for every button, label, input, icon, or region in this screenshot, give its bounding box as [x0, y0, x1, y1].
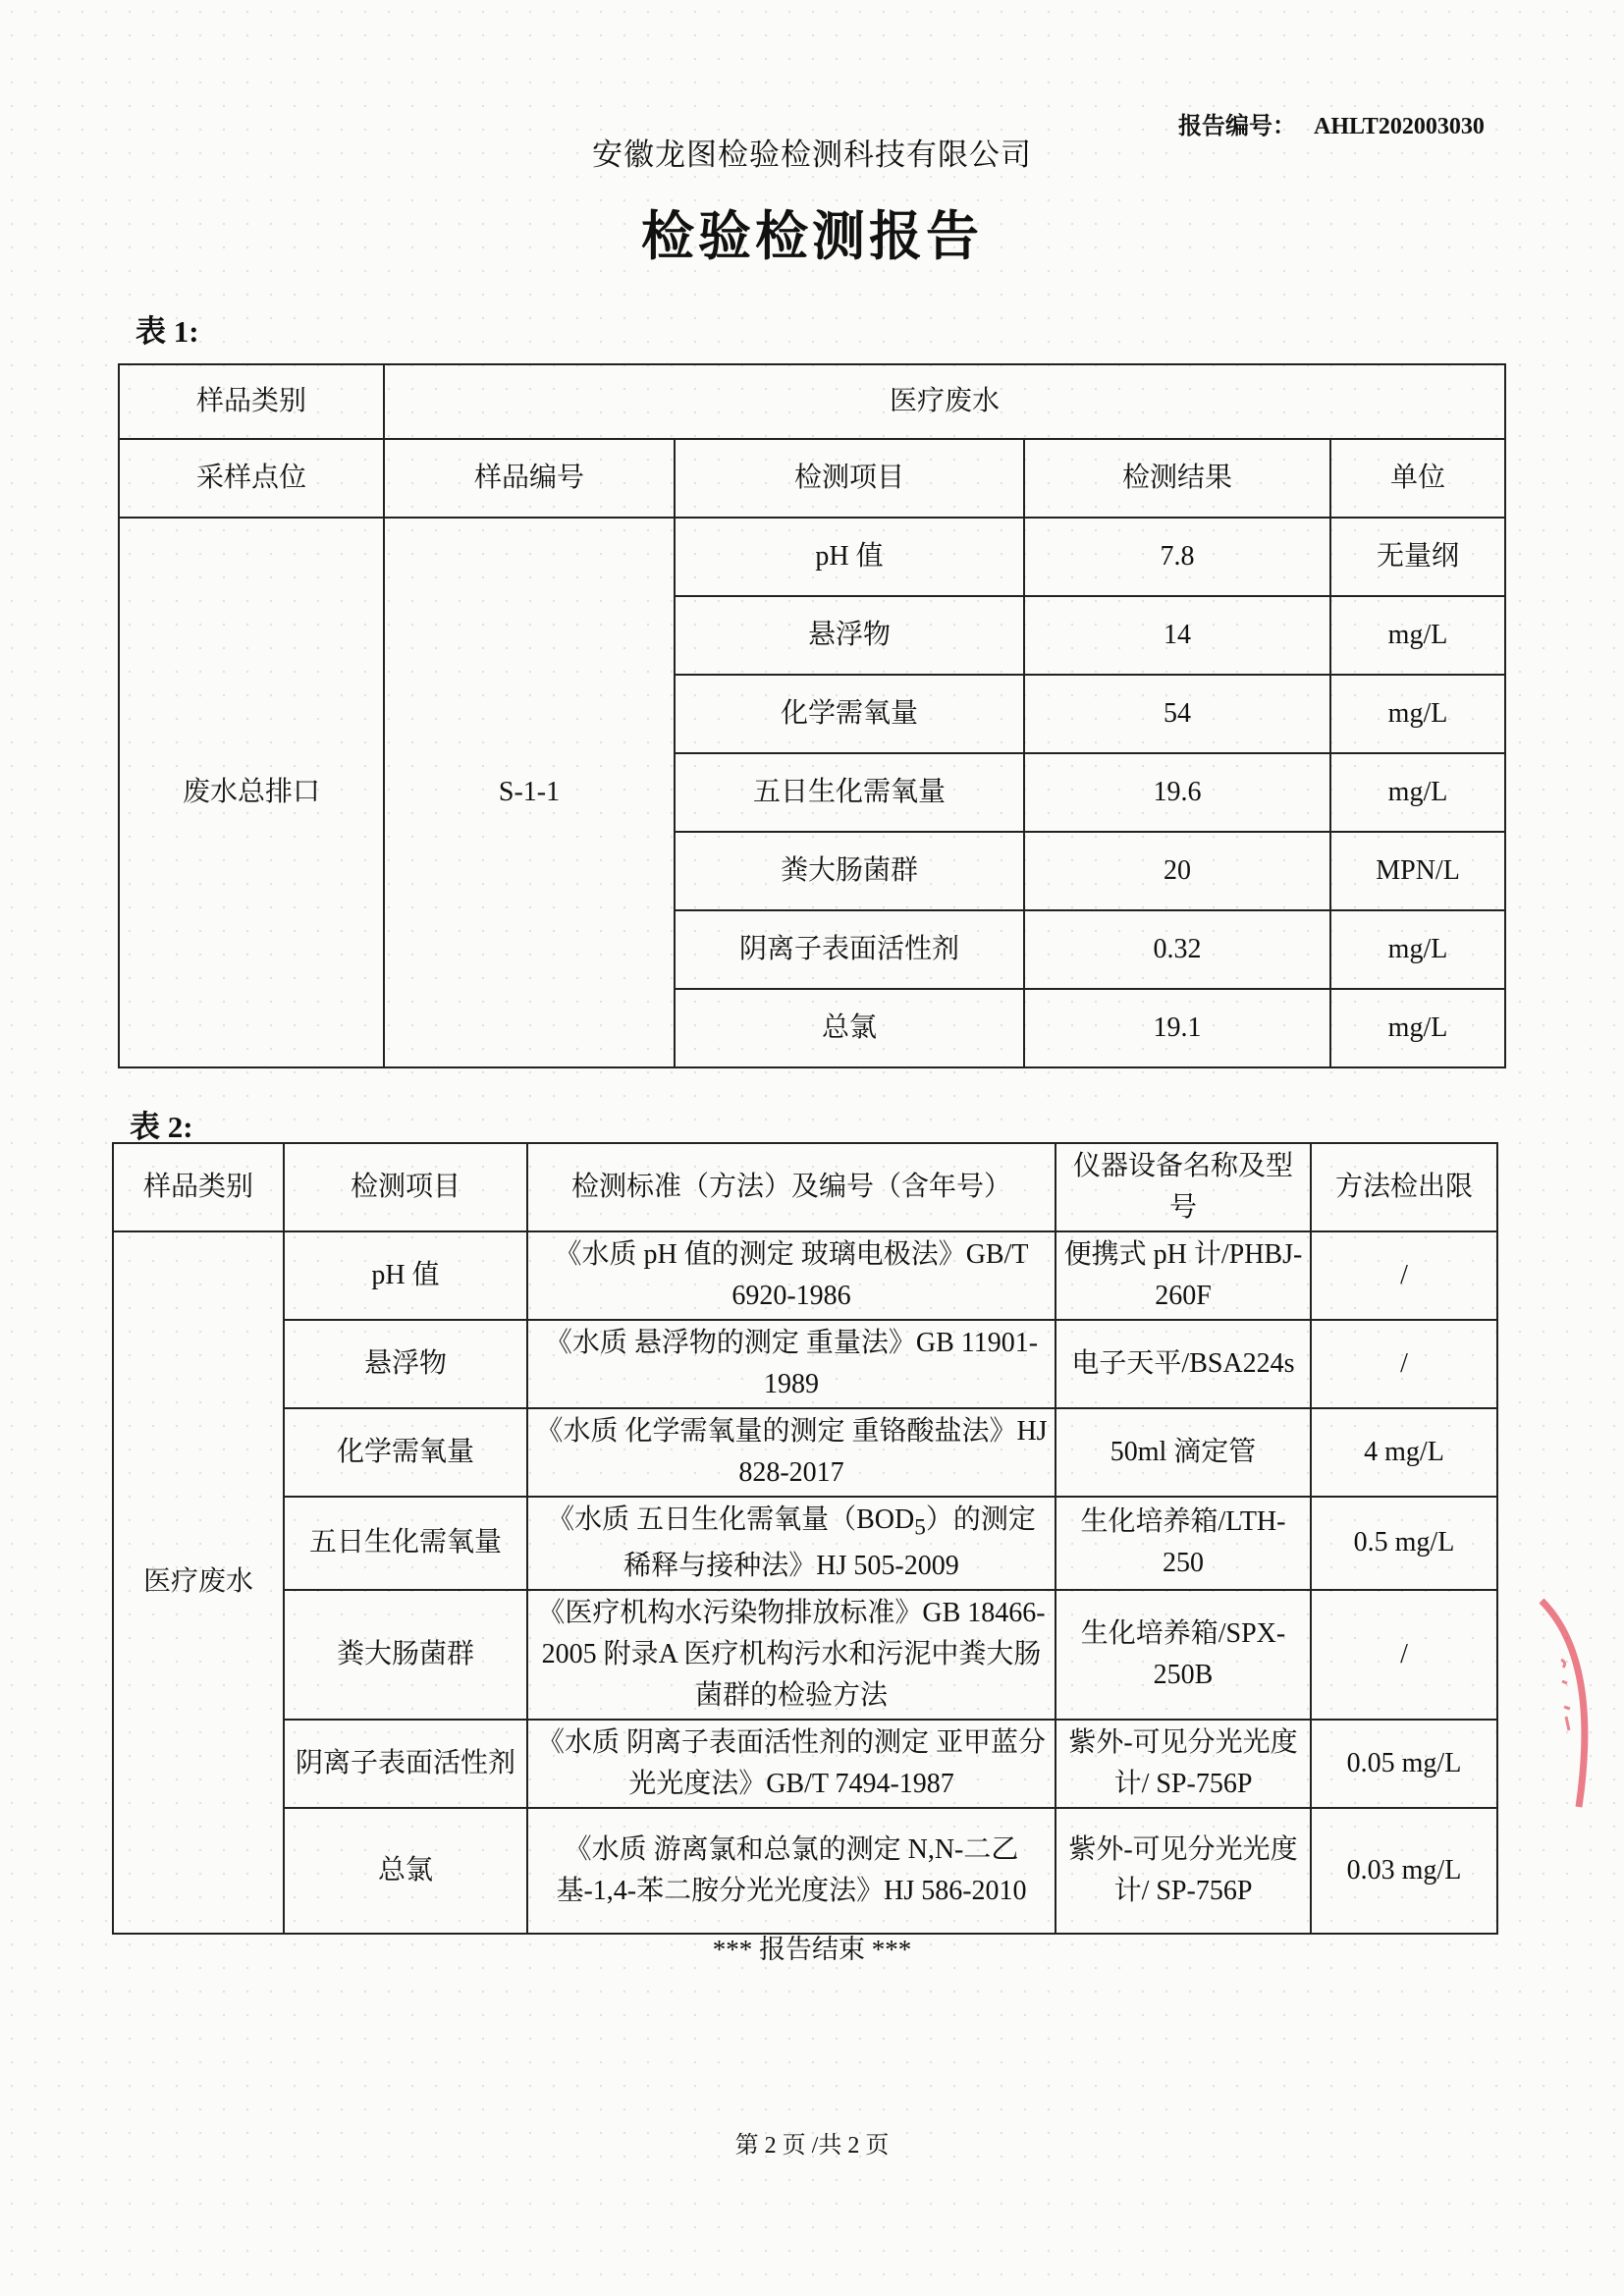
test-result: 14 — [1024, 596, 1330, 675]
header-unit: 单位 — [1330, 439, 1505, 518]
test-item: 总氯 — [284, 1808, 527, 1934]
standard-text-pre: 《水质 五日生化需氧量（BOD — [547, 1504, 915, 1535]
detection-limit: 4 mg/L — [1311, 1408, 1497, 1497]
header-standard: 检测标准（方法）及编号（含年号） — [527, 1143, 1056, 1231]
standard: 《医疗机构水污染物排放标准》GB 18466-2005 附录A 医疗机构污水和污泥中粪大肠菌群的检验方法 — [527, 1590, 1056, 1720]
test-item: 化学需氧量 — [675, 675, 1024, 753]
standard: 《水质 悬浮物的测定 重量法》GB 11901-1989 — [527, 1320, 1056, 1408]
table-row — [113, 1808, 1497, 1934]
instrument: 生化培养箱/SPX-250B — [1056, 1590, 1311, 1720]
test-item: 五日生化需氧量 — [284, 1497, 527, 1590]
test-result: 19.6 — [1024, 753, 1330, 832]
test-item: 粪大肠菌群 — [675, 832, 1024, 910]
results-table — [118, 363, 1506, 1068]
test-result: 20 — [1024, 832, 1330, 910]
table-header-row — [113, 1143, 1497, 1231]
report-number-value: AHLT202003030 — [1314, 114, 1485, 139]
table-row — [113, 1231, 1497, 1320]
table-row — [113, 1720, 1497, 1808]
detection-limit: / — [1311, 1231, 1497, 1320]
sample-category-label: 样品类别 — [119, 364, 384, 439]
instrument: 便携式 pH 计/PHBJ-260F — [1056, 1231, 1311, 1320]
header-instrument: 仪器设备名称及型号 — [1056, 1143, 1311, 1231]
test-result: 19.1 — [1024, 989, 1330, 1067]
standard-text-post: ）的测定 稀释与接种法》HJ 505-2009 — [623, 1504, 1036, 1581]
detection-limit: / — [1311, 1320, 1497, 1408]
test-result: 7.8 — [1024, 518, 1330, 596]
unit: MPN/L — [1330, 832, 1505, 910]
standard-subscript: 5 — [914, 1514, 926, 1541]
unit: mg/L — [1330, 910, 1505, 989]
header-sampling-point: 采样点位 — [119, 439, 384, 518]
table-row — [113, 1408, 1497, 1497]
table-header-row — [119, 439, 1505, 518]
sample-category: 医疗废水 — [113, 1231, 284, 1934]
standard: 《水质 pH 值的测定 玻璃电极法》GB/T 6920-1986 — [527, 1231, 1056, 1320]
instrument: 50ml 滴定管 — [1056, 1408, 1311, 1497]
test-item: 悬浮物 — [284, 1320, 527, 1408]
test-item: 五日生化需氧量 — [675, 753, 1024, 832]
report-end-mark: *** 报告结束 *** — [712, 1935, 912, 1964]
table1-label: 表 1: — [135, 314, 199, 349]
instrument: 生化培养箱/LTH-250 — [1056, 1497, 1311, 1590]
standard: 《水质 阴离子表面活性剂的测定 亚甲蓝分光光度法》GB/T 7494-1987 — [527, 1720, 1056, 1808]
company-name: 安徽龙图检验检测科技有限公司 — [592, 137, 1032, 172]
test-result: 54 — [1024, 675, 1330, 753]
test-item: 阴离子表面活性剂 — [675, 910, 1024, 989]
detection-limit: / — [1311, 1590, 1497, 1720]
report-title: 检验检测报告 — [641, 207, 983, 266]
test-item: 粪大肠菌群 — [284, 1590, 527, 1720]
seal-stamp — [1532, 1591, 1624, 1827]
header-detection-limit: 方法检出限 — [1311, 1143, 1497, 1231]
standard: 《水质 游离氯和总氯的测定 N,N-二乙基-1,4-苯二胺分光光度法》HJ 586-2010 — [527, 1808, 1056, 1934]
unit: mg/L — [1330, 753, 1505, 832]
instrument: 紫外-可见分光光度计/ SP-756P — [1056, 1808, 1311, 1934]
table-row — [113, 1497, 1497, 1590]
test-item: pH 值 — [284, 1231, 527, 1320]
test-item: 悬浮物 — [675, 596, 1024, 675]
unit: mg/L — [1330, 596, 1505, 675]
header-test-result: 检测结果 — [1024, 439, 1330, 518]
sample-category-value: 医疗废水 — [384, 364, 1505, 439]
instrument: 电子天平/BSA224s — [1056, 1320, 1311, 1408]
test-result: 0.32 — [1024, 910, 1330, 989]
header-sample-category: 样品类别 — [113, 1143, 284, 1231]
instrument: 紫外-可见分光光度计/ SP-756P — [1056, 1720, 1311, 1808]
report-number-label: 报告编号： — [1178, 114, 1296, 139]
test-item: 总氯 — [675, 989, 1024, 1067]
test-item: 阴离子表面活性剂 — [284, 1720, 527, 1808]
unit: mg/L — [1330, 675, 1505, 753]
unit: 无量纲 — [1330, 518, 1505, 596]
detection-limit: 0.05 mg/L — [1311, 1720, 1497, 1808]
sample-no: S-1-1 — [384, 518, 675, 1067]
test-item: pH 值 — [675, 518, 1024, 596]
unit: mg/L — [1330, 989, 1505, 1067]
table-row — [119, 518, 1505, 596]
page-number: 第 2 页 /共 2 页 — [734, 2133, 890, 2159]
table2-label: 表 2: — [130, 1110, 193, 1144]
detection-limit: 0.03 mg/L — [1311, 1808, 1497, 1934]
header-test-item: 检测项目 — [284, 1143, 527, 1231]
table-row — [119, 364, 1505, 439]
header-test-item: 检测项目 — [675, 439, 1024, 518]
table-row — [113, 1320, 1497, 1408]
sampling-point: 废水总排口 — [119, 518, 384, 1067]
test-item: 化学需氧量 — [284, 1408, 527, 1497]
header-sample-no: 样品编号 — [384, 439, 675, 518]
detection-limit: 0.5 mg/L — [1311, 1497, 1497, 1590]
table-row — [113, 1590, 1497, 1720]
standard: 《水质 化学需氧量的测定 重铬酸盐法》HJ 828-2017 — [527, 1408, 1056, 1497]
methods-table — [112, 1142, 1498, 1935]
standard — [527, 1497, 1056, 1590]
